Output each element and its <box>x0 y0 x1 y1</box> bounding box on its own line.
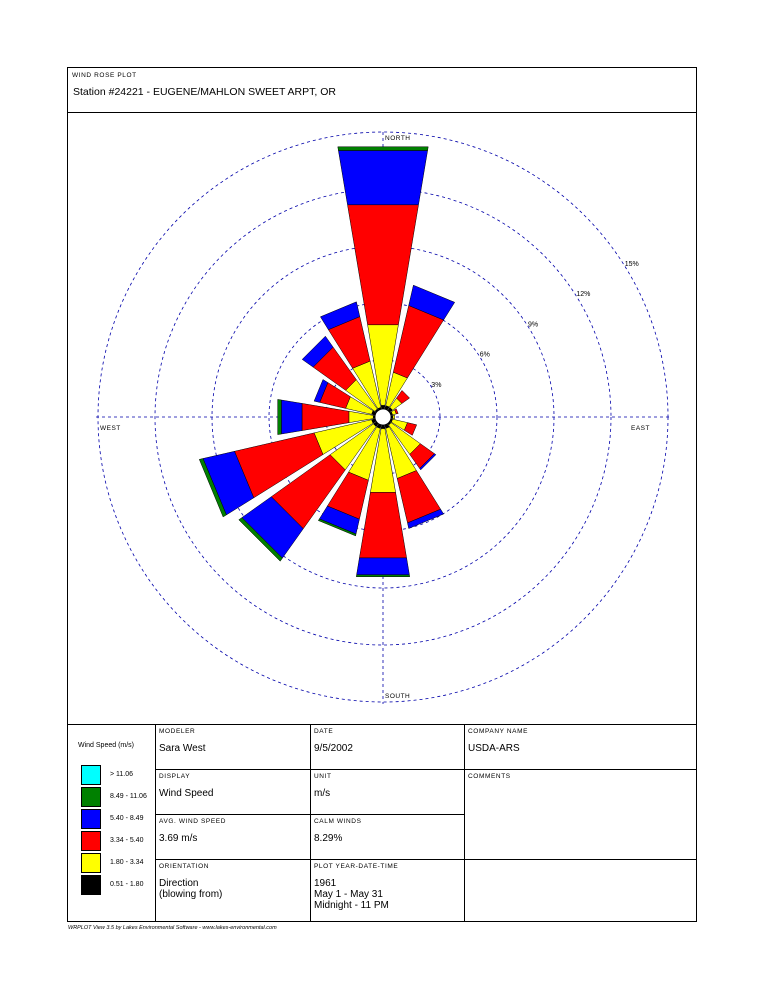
avg-speed-cell <box>156 815 310 859</box>
modeler-cell <box>156 725 310 769</box>
ring-label: 15% <box>624 261 639 268</box>
header <box>68 68 696 113</box>
petal-W-bin-3 <box>281 400 302 434</box>
calm-winds-value: 8.29% <box>314 833 343 844</box>
legend-label: 0.51 - 1.80 <box>110 881 144 888</box>
ring-label: 12% <box>576 291 591 299</box>
comments-cell <box>465 770 696 859</box>
legend-label: 8.49 - 11.06 <box>110 793 147 800</box>
plot-year: 1961 <box>314 878 337 889</box>
avg-speed-label: AVG. WIND SPEED <box>159 818 227 825</box>
petal-S-bin-4 <box>356 575 409 577</box>
compass-south-label: SOUTH <box>385 693 411 700</box>
legend-swatch <box>81 875 101 895</box>
calm-winds-cell <box>311 815 464 859</box>
unit-label: UNIT <box>314 773 332 780</box>
compass-west-label: WEST <box>100 425 121 432</box>
legend-label: 1.80 - 3.34 <box>110 859 144 866</box>
station-title: Station #24221 - EUGENE/MAHLON SWEET ARPT, OR <box>73 86 336 98</box>
legend-swatch <box>81 765 101 785</box>
petal-N-bin-2 <box>348 205 419 325</box>
wind-rose-chart <box>68 112 696 724</box>
display-cell <box>156 770 310 814</box>
legend-swatch <box>81 787 101 807</box>
wind-rose-report <box>67 67 697 922</box>
modeler-label: MODELER <box>159 728 196 735</box>
company-value: USDA-ARS <box>468 743 520 754</box>
legend-label: 5.40 - 8.49 <box>110 815 144 822</box>
plot-type-label: WIND ROSE PLOT <box>72 72 137 79</box>
ring-label: 3% <box>431 381 442 389</box>
date-value: 9/5/2002 <box>314 743 353 754</box>
petal-N-bin-0 <box>381 405 385 409</box>
info-panel <box>68 724 696 922</box>
compass-north-label: NORTH <box>385 135 411 142</box>
display-value: Wind Speed <box>159 788 214 799</box>
orientation-line-2: (blowing from) <box>159 889 223 900</box>
company-cell <box>465 725 696 769</box>
legend-swatch <box>81 853 101 873</box>
modeler-value: Sara West <box>159 743 206 754</box>
orientation-line-1: Direction <box>159 878 199 889</box>
company-label: COMPANY NAME <box>468 728 529 735</box>
avg-speed-value: 3.69 m/s <box>159 833 198 844</box>
plot-time-cell <box>311 860 464 922</box>
date-cell <box>311 725 464 769</box>
petal-S-bin-2 <box>359 492 406 558</box>
orientation-cell <box>156 860 310 922</box>
calm-center-circle <box>375 409 391 425</box>
ring-label: 6% <box>479 351 490 359</box>
ring-label: 9% <box>528 321 539 329</box>
petal-N-bin-3 <box>338 151 427 205</box>
petal-S-bin-3 <box>357 558 410 575</box>
calm-winds-label: CALM WINDS <box>314 818 362 825</box>
unit-value: m/s <box>314 788 331 799</box>
petal-E-bin-1 <box>393 415 395 419</box>
legend-label: > 11.06 <box>110 771 134 778</box>
petal-N-bin-4 <box>338 147 428 151</box>
comments-label: COMMENTS <box>468 773 511 780</box>
orientation-label: ORIENTATION <box>159 863 210 870</box>
legend <box>68 725 155 922</box>
display-label: DISPLAY <box>159 773 191 780</box>
petal-W-bin-4 <box>278 399 282 434</box>
plot-date-range: May 1 - May 31 <box>314 889 383 900</box>
date-label: DATE <box>314 728 334 735</box>
plot-time-label: PLOT YEAR-DATE-TIME <box>314 863 399 870</box>
footer-credit: WRPLOT View 3.5 by Lakes Environmental Software - www.lakes-environmental.com <box>68 925 277 931</box>
petal-S-bin-0 <box>381 425 385 429</box>
unit-cell <box>311 770 464 814</box>
legend-swatch <box>81 831 101 851</box>
legend-label: 3.34 - 5.40 <box>110 837 144 844</box>
legend-title: Wind Speed (m/s) <box>78 742 135 749</box>
legend-swatch <box>81 809 101 829</box>
wind-rose-plot-area <box>68 112 696 724</box>
compass-east-label: EAST <box>631 425 650 432</box>
plot-time-range: Midnight - 11 PM <box>314 900 389 911</box>
